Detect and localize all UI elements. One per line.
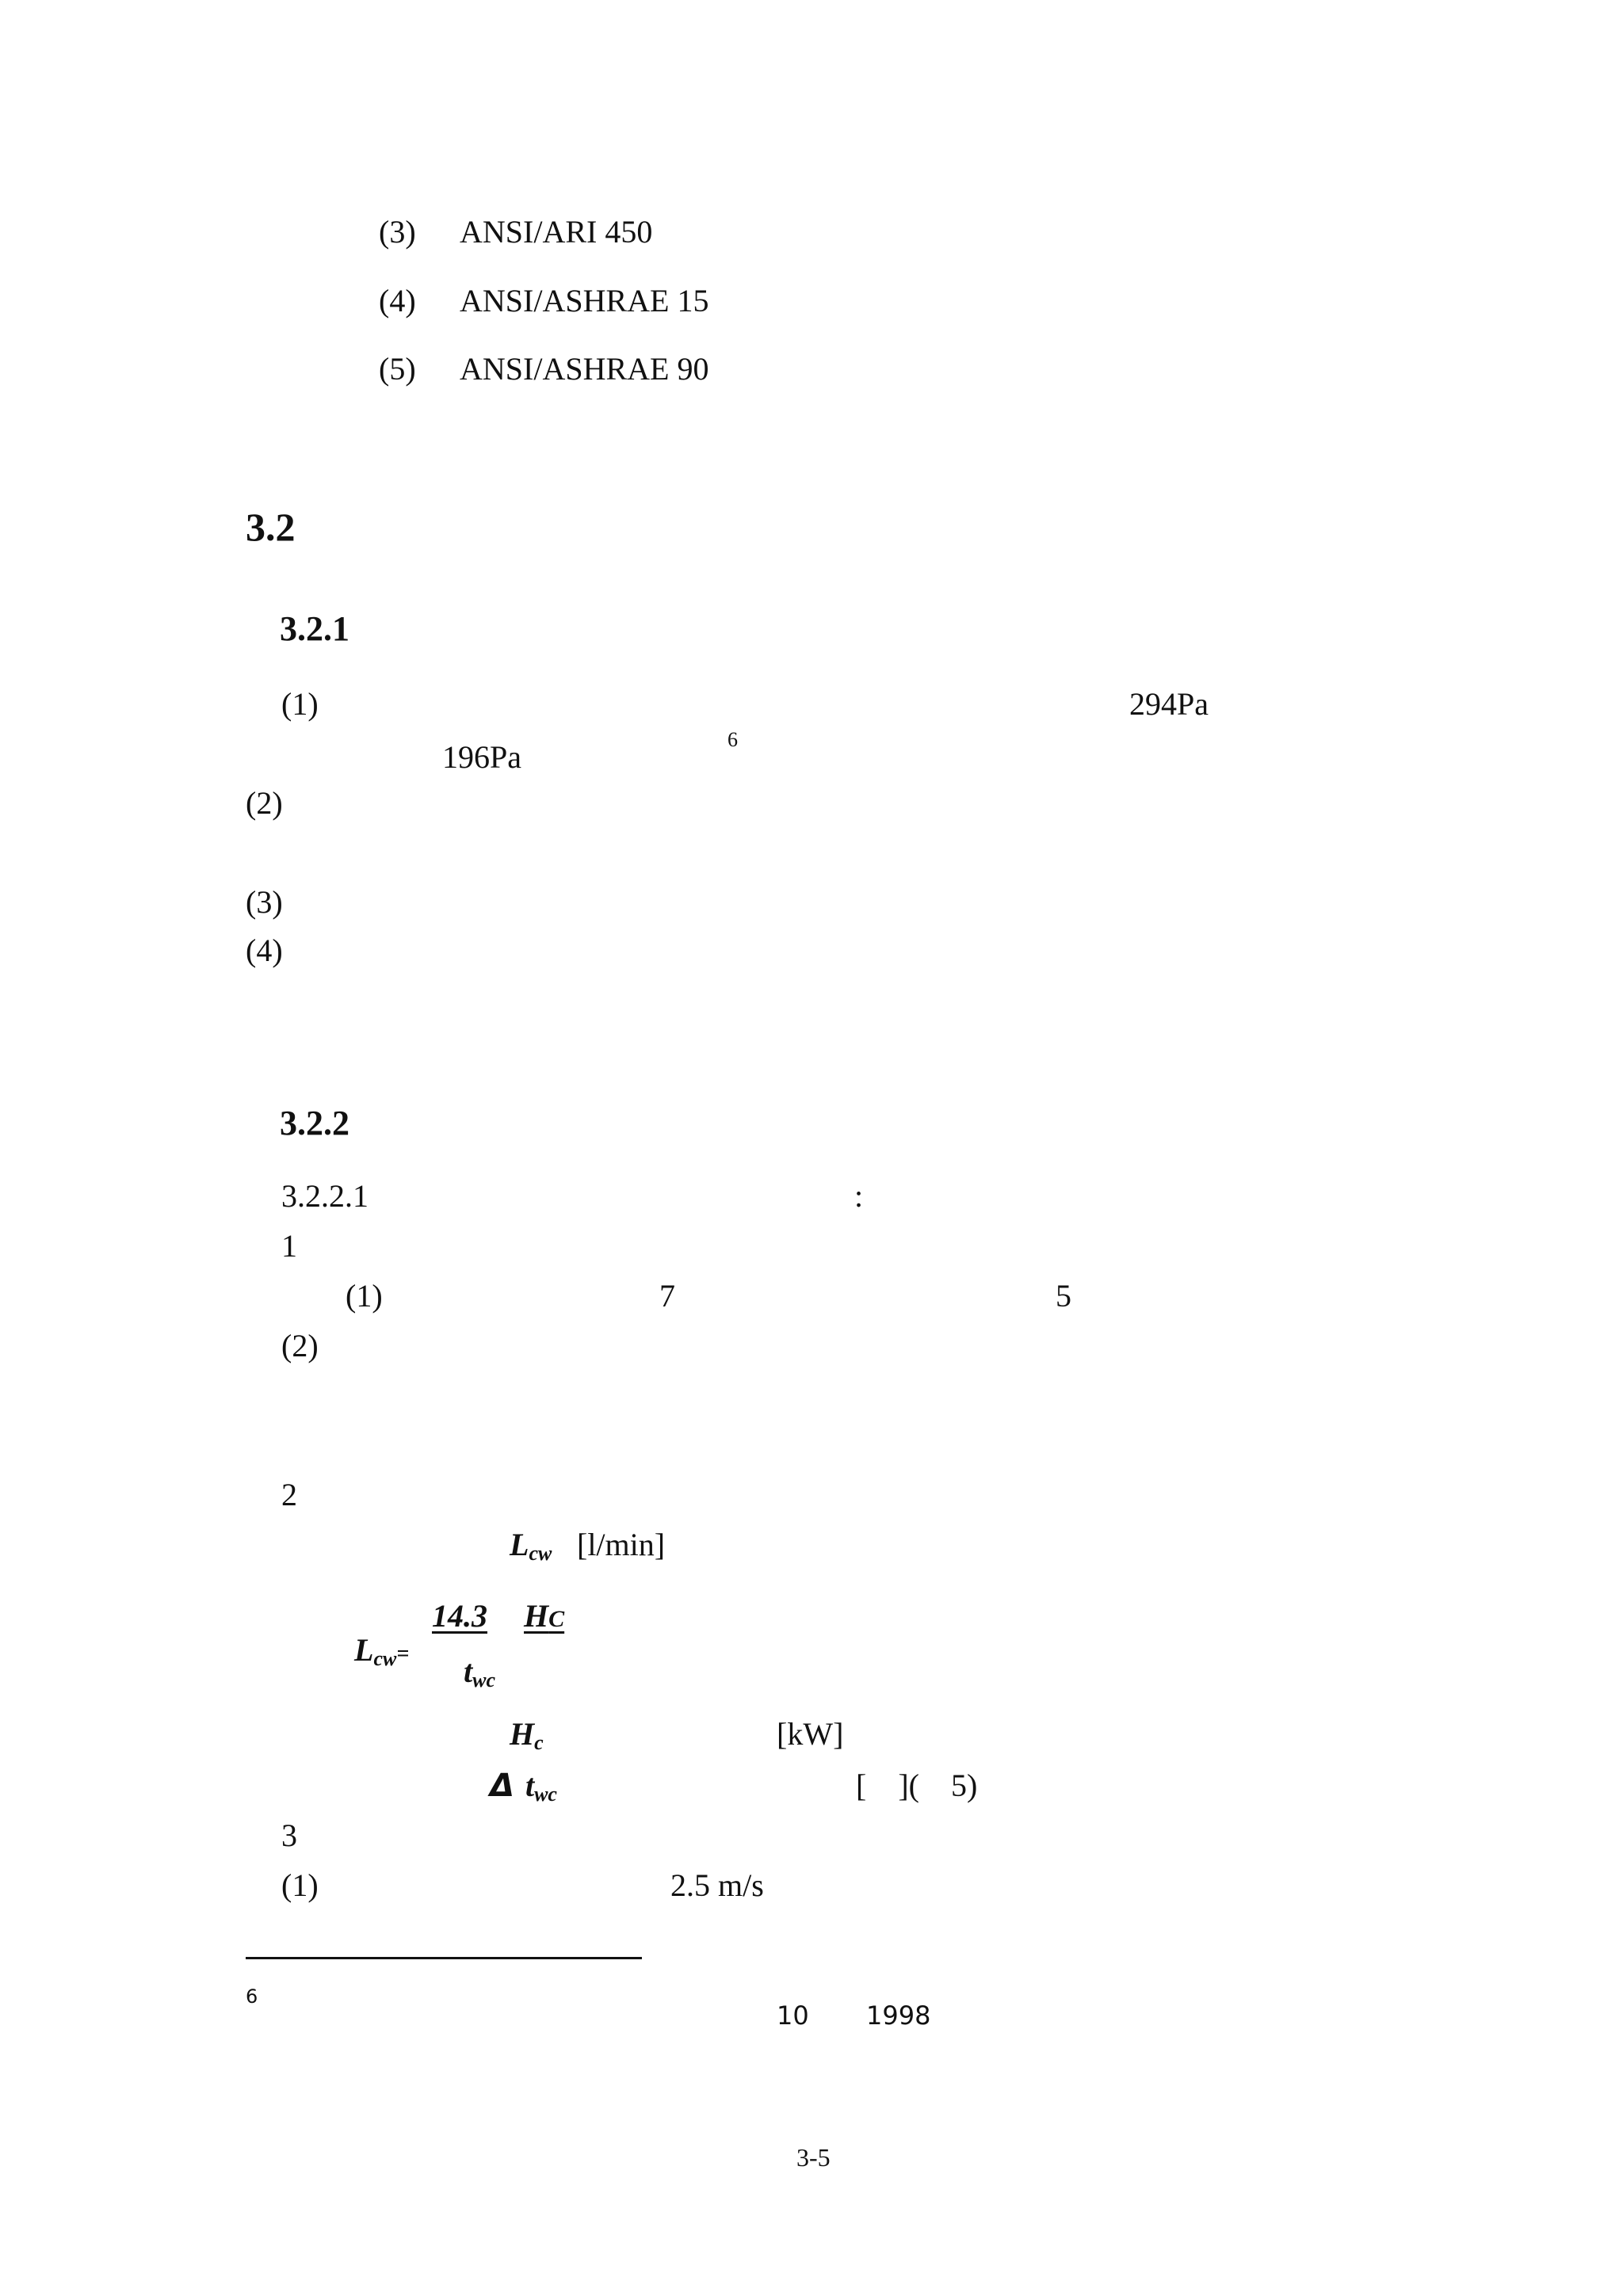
footnote-year: 1998 — [866, 2000, 931, 2031]
formula-equals: = — [396, 1642, 410, 1666]
formula-hc-subscript: C — [548, 1606, 565, 1632]
footnote-number: 10 — [777, 2000, 809, 2031]
formula-denominator-symbol: t — [464, 1653, 473, 1689]
paragraph-3-item-1-value: 2.5 m/s — [670, 1867, 764, 1903]
flow-variable-symbol: L — [510, 1527, 529, 1562]
item-1-value-294pa: 294Pa — [1129, 686, 1209, 722]
subsection-number-3-2-2-1: 3.2.2.1 — [281, 1178, 369, 1214]
section-heading-3-2-2: 3.2.2 — [280, 1104, 349, 1142]
flow-variable-subscript: cw — [529, 1542, 552, 1565]
flow-unit: [l/min] — [577, 1527, 666, 1562]
paragraph-1-item-1-number: (1) — [346, 1278, 383, 1314]
hc-unit: [kW] — [777, 1716, 844, 1752]
delta-t-symbol: t — [525, 1768, 535, 1803]
formula-denominator-subscript: wc — [472, 1669, 496, 1691]
reference-5-text: ANSI/ASHRAE 90 — [460, 351, 709, 387]
hc-variable — [510, 1718, 544, 1753]
formula-hc-symbol: H — [524, 1598, 549, 1634]
paragraph-2-number: 2 — [281, 1477, 297, 1512]
reference-3-text: ANSI/ARI 450 — [460, 214, 653, 250]
hc-symbol: H — [510, 1716, 535, 1752]
footnote-reference-6: 6 — [727, 728, 738, 751]
formula-denominator — [464, 1653, 496, 1691]
paragraph-3-number: 3 — [281, 1817, 297, 1853]
paragraph-1-number: 1 — [281, 1228, 297, 1264]
page-number: 3-5 — [796, 2143, 831, 2172]
paragraph-1-item-1-value-7: 7 — [659, 1278, 675, 1314]
formula-lhs — [354, 1634, 409, 1669]
reference-5-number: (5) — [379, 351, 416, 387]
flow-variable — [510, 1529, 552, 1564]
section-heading-3-2-1: 3.2.1 — [280, 609, 349, 648]
formula-constant: 14.3 — [432, 1598, 487, 1634]
delta-t-variable — [490, 1770, 557, 1805]
reference-4-number: (4) — [379, 283, 416, 318]
paragraph-1-item-2-number: (2) — [281, 1328, 319, 1363]
item-1-value-196pa: 196Pa — [442, 739, 521, 775]
formula-numerator — [432, 1600, 564, 1632]
formula-lhs-subscript: cw — [373, 1647, 397, 1670]
item-2-number: (2) — [246, 785, 283, 821]
formula-lhs-symbol: L — [354, 1632, 374, 1668]
delta-symbol: Δ — [490, 1768, 514, 1804]
hc-subscript: c — [534, 1731, 544, 1754]
delta-t-subscript: wc — [534, 1783, 557, 1806]
section-heading-3-2: 3.2 — [246, 505, 296, 549]
paragraph-1-item-1-value-5: 5 — [1056, 1278, 1071, 1314]
reference-3-number: (3) — [379, 214, 416, 250]
item-3-number: (3) — [246, 884, 283, 920]
paragraph-3-item-1-number: (1) — [281, 1867, 319, 1903]
subsection-colon: : — [854, 1178, 864, 1214]
delta-t-unit: [ ]( 5) — [856, 1768, 978, 1803]
item-4-number: (4) — [246, 933, 283, 968]
reference-4-text: ANSI/ASHRAE 15 — [460, 283, 709, 318]
footnote-marker: 6 — [246, 1985, 258, 2008]
item-1-number: (1) — [281, 686, 319, 722]
footnote-divider — [246, 1957, 642, 1959]
